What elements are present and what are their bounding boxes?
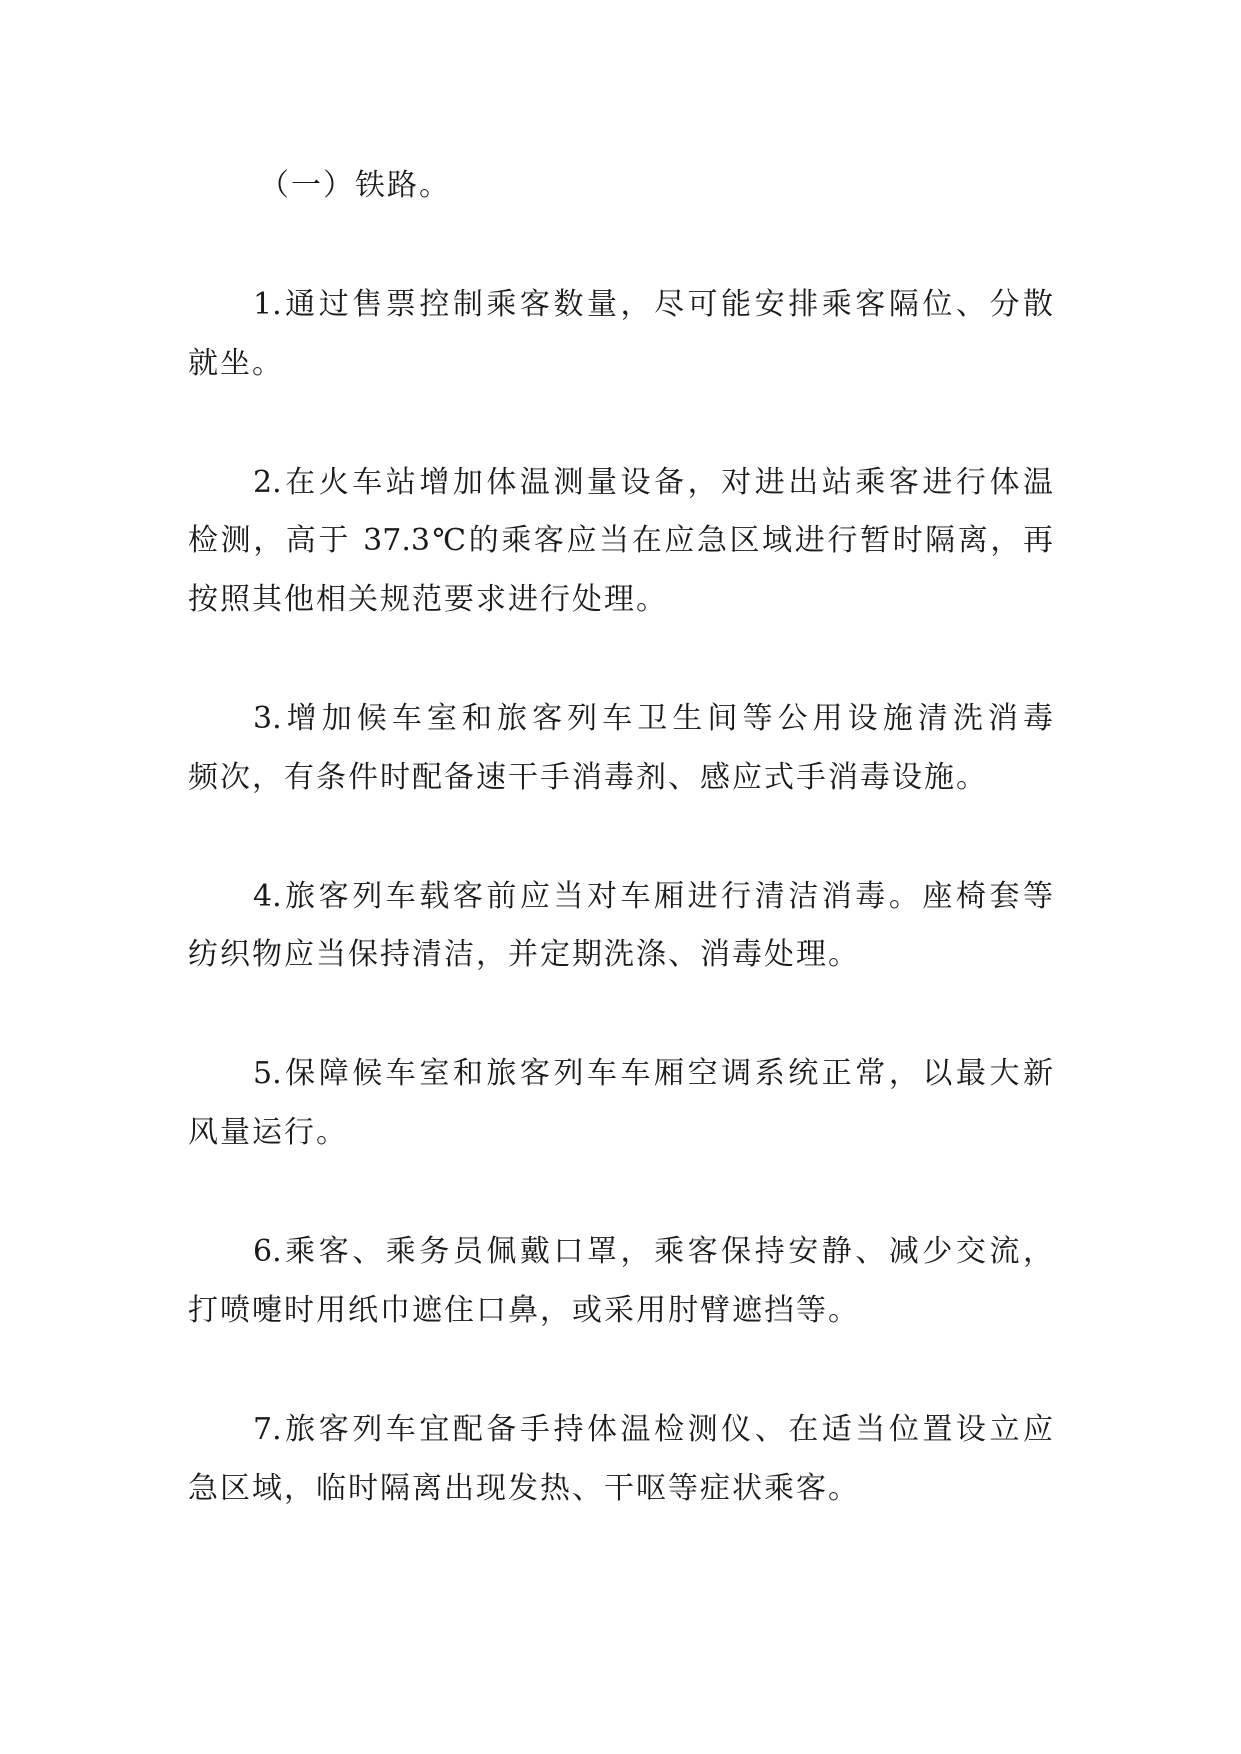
paragraph-4-line-1: 4.旅客列车载客前应当对车厢进行清洁消毒。座椅套等: [253, 879, 1053, 914]
paragraph-7-line-2: 急区域，临时隔离出现发热、干呕等症状乘客。: [188, 1471, 860, 1506]
paragraph-1-line-1: 1.通过售票控制乘客数量，尽可能安排乘客隔位、分散: [253, 287, 1053, 322]
paragraph-2-line-2: 检测，高于 37.3℃的乘客应当在应急区域进行暂时隔离，再: [188, 523, 1053, 558]
paragraph-5-line-2: 风量运行。: [188, 1115, 348, 1150]
paragraph-6-line-1: 6.乘客、乘务员佩戴口罩，乘客保持安静、减少交流，: [253, 1234, 1053, 1269]
section-heading: （一）铁路。: [259, 168, 451, 203]
paragraph-4-line-2: 纺织物应当保持清洁，并定期洗涤、消毒处理。: [188, 937, 860, 972]
paragraph-1-line-2: 就坐。: [188, 346, 284, 381]
paragraph-5-line-1: 5.保障候车室和旅客列车车厢空调系统正常，以最大新: [253, 1056, 1053, 1091]
paragraph-2-line-1: 2.在火车站增加体温测量设备，对进出站乘客进行体温: [253, 465, 1053, 500]
paragraph-3-line-1: 3.增加候车室和旅客列车卫生间等公用设施清洗消毒: [253, 701, 1053, 736]
paragraph-7-line-1: 7.旅客列车宜配备手持体温检测仪、在适当位置设立应: [253, 1412, 1053, 1447]
paragraph-3-line-2: 频次，有条件时配备速干手消毒剂、感应式手消毒设施。: [188, 760, 988, 795]
paragraph-2-line-3: 按照其他相关规范要求进行处理。: [188, 582, 668, 617]
paragraph-6-line-2: 打喷嚏时用纸巾遮住口鼻，或采用肘臂遮挡等。: [188, 1293, 860, 1328]
